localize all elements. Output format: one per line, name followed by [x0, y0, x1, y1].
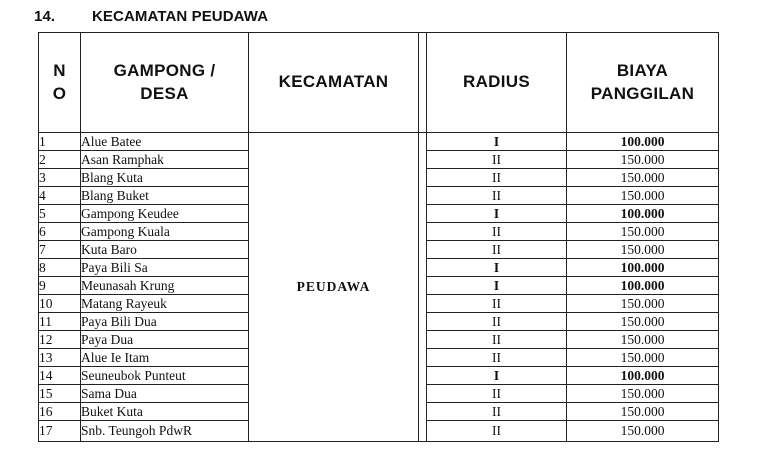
cell-desa: Asan Ramphak: [81, 151, 249, 169]
cell-biaya: 150.000: [567, 223, 719, 241]
cell-biaya: 100.000: [567, 133, 719, 151]
cell-no: 6: [39, 223, 81, 241]
cell-no: 13: [39, 349, 81, 367]
cell-radius: II: [427, 151, 567, 169]
cell-no: 2: [39, 151, 81, 169]
header-gap: [419, 33, 427, 133]
header-no-line2: O: [52, 83, 67, 103]
section-heading: [34, 8, 268, 25]
cell-radius: I: [427, 367, 567, 385]
cell-biaya: 100.000: [567, 259, 719, 277]
header-biaya-line1: BIAYA: [616, 60, 669, 80]
cell-biaya: 150.000: [567, 349, 719, 367]
cell-no: 8: [39, 259, 81, 277]
cell-desa: Paya Bili Sa: [81, 259, 249, 277]
cell-desa: Gampong Keudee: [81, 205, 249, 223]
table-row: [39, 133, 719, 151]
tariff-table: [38, 32, 719, 442]
cell-no: 11: [39, 313, 81, 331]
cell-no: 7: [39, 241, 81, 259]
cell-biaya: 150.000: [567, 421, 719, 442]
cell-biaya: 100.000: [567, 277, 719, 295]
header-desa-line2: DESA: [140, 83, 189, 103]
cell-radius: II: [427, 421, 567, 442]
header-biaya: [567, 33, 719, 133]
cell-no: 3: [39, 169, 81, 187]
cell-radius: II: [427, 349, 567, 367]
cell-radius: II: [427, 169, 567, 187]
header-desa: [81, 33, 249, 133]
header-biaya-line2: PANGGILAN: [590, 83, 695, 103]
cell-no: 12: [39, 331, 81, 349]
cell-no: 5: [39, 205, 81, 223]
cell-biaya: 150.000: [567, 151, 719, 169]
cell-biaya: 150.000: [567, 187, 719, 205]
cell-radius: II: [427, 403, 567, 421]
cell-radius: I: [427, 133, 567, 151]
cell-biaya: 150.000: [567, 241, 719, 259]
cell-no: 16: [39, 403, 81, 421]
cell-desa: Buket Kuta: [81, 403, 249, 421]
cell-radius: I: [427, 205, 567, 223]
cell-desa: Kuta Baro: [81, 241, 249, 259]
header-radius: RADIUS: [427, 33, 567, 133]
header-kecamatan: KECAMATAN: [249, 33, 419, 133]
cell-desa: Snb. Teungoh PdwR: [81, 421, 249, 442]
cell-no: 15: [39, 385, 81, 403]
cell-radius: II: [427, 223, 567, 241]
section-number: 14.: [34, 8, 56, 25]
cell-no: 10: [39, 295, 81, 313]
cell-radius: I: [427, 277, 567, 295]
header-desa-line1: GAMPONG /: [113, 60, 216, 80]
cell-biaya: 150.000: [567, 331, 719, 349]
cell-biaya: 100.000: [567, 367, 719, 385]
cell-desa: Matang Rayeuk: [81, 295, 249, 313]
cell-biaya: 150.000: [567, 385, 719, 403]
cell-desa: Blang Buket: [81, 187, 249, 205]
cell-radius: II: [427, 385, 567, 403]
cell-no: 9: [39, 277, 81, 295]
cell-desa: Meunasah Krung: [81, 277, 249, 295]
cell-gap: [419, 133, 427, 442]
cell-desa: Alue Ie Itam: [81, 349, 249, 367]
cell-radius: II: [427, 241, 567, 259]
cell-no: 17: [39, 421, 81, 442]
cell-radius: I: [427, 259, 567, 277]
cell-desa: Paya Bili Dua: [81, 313, 249, 331]
cell-biaya: 100.000: [567, 205, 719, 223]
cell-no: 1: [39, 133, 81, 151]
cell-kecamatan: PEUDAWA: [249, 133, 419, 442]
cell-radius: II: [427, 331, 567, 349]
cell-biaya: 150.000: [567, 313, 719, 331]
header-no: [39, 33, 81, 133]
header-no-line1: N: [53, 60, 66, 80]
cell-biaya: 150.000: [567, 403, 719, 421]
cell-radius: II: [427, 295, 567, 313]
table-header-row: [39, 33, 719, 133]
table-body: [39, 133, 719, 442]
cell-desa: Sama Dua: [81, 385, 249, 403]
cell-biaya: 150.000: [567, 169, 719, 187]
cell-desa: Blang Kuta: [81, 169, 249, 187]
cell-radius: II: [427, 313, 567, 331]
section-title: KECAMATAN PEUDAWA: [92, 8, 269, 25]
cell-desa: Alue Batee: [81, 133, 249, 151]
cell-radius: II: [427, 187, 567, 205]
cell-desa: Seuneubok Punteut: [81, 367, 249, 385]
cell-desa: Gampong Kuala: [81, 223, 249, 241]
cell-no: 14: [39, 367, 81, 385]
cell-no: 4: [39, 187, 81, 205]
cell-desa: Paya Dua: [81, 331, 249, 349]
cell-biaya: 150.000: [567, 295, 719, 313]
